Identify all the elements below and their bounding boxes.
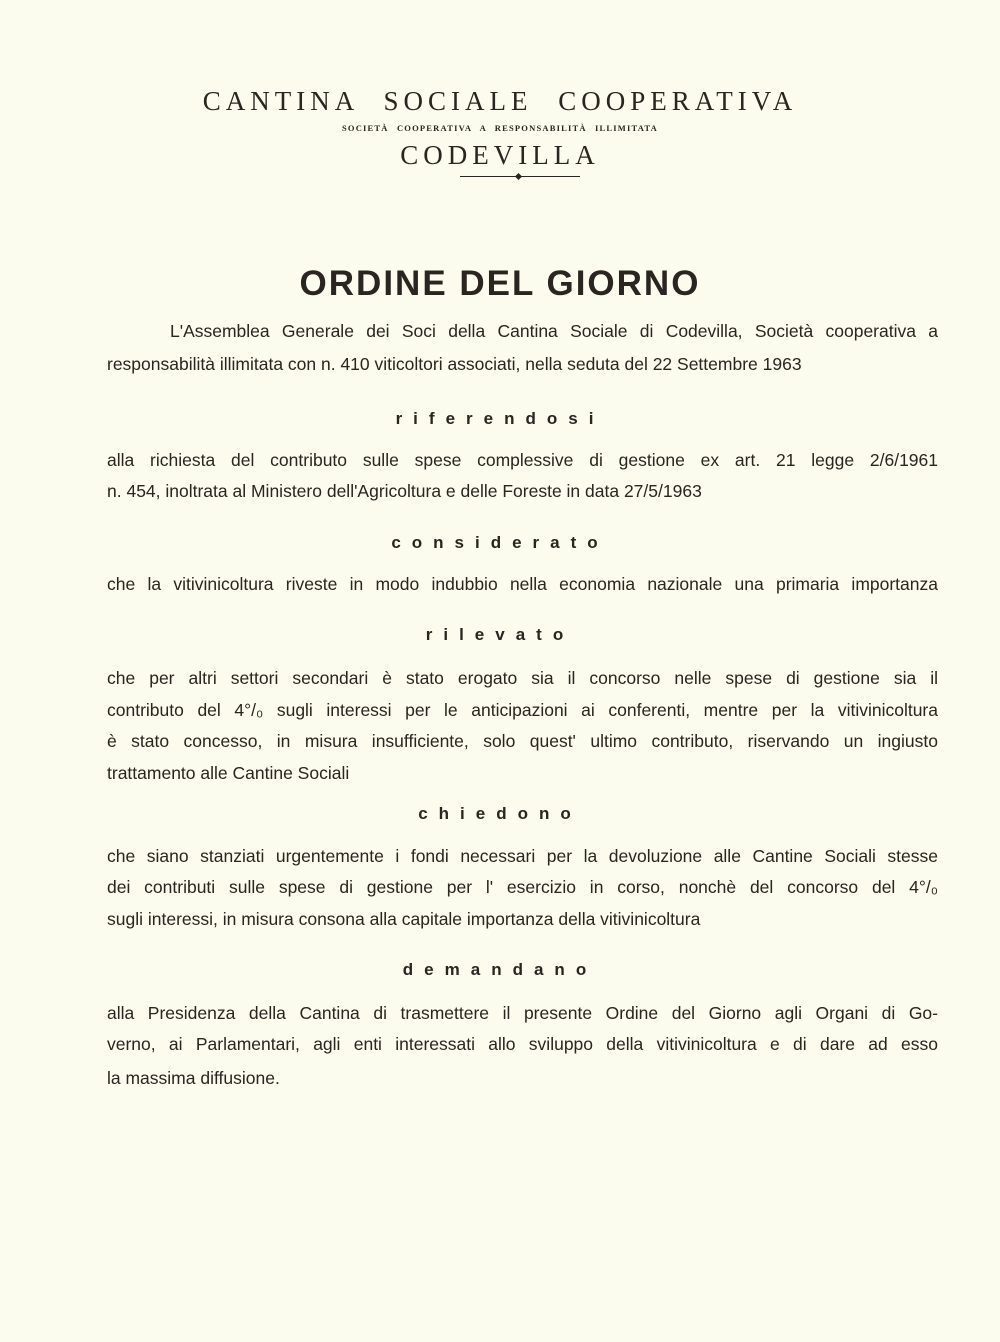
section-keyword: riferendosi	[395, 409, 605, 428]
text-line: responsabilità illimitata con n. 410 viticoltori associati, nella seduta del 22 Settembre 1963	[107, 354, 802, 374]
letterhead-name: CANTINA SOCIALE COOPERATIVA	[202, 86, 798, 116]
text-line: n. 454, inoltrata al Ministero dell'Agricoltura e delle Foreste in data 27/5/1963	[107, 481, 702, 501]
text-line: che per altri settori secondari è stato erogato sia il concorso nelle spese di gestione sia il	[107, 668, 938, 688]
letterhead-place: CODEVILLA	[400, 140, 600, 170]
text-line: dei contributi sulle spese di gestione per l' esercizio in corso, nonchè del concorso del 4°/₀	[107, 877, 938, 897]
letterhead-subtitle: SOCIETÀ COOPERATIVA A RESPONSABILITÀ ILLIMITATA	[341, 123, 659, 133]
text-line: che siano stanziati urgentemente i fondi necessari per la devoluzione alle Cantine Sociali stesse	[107, 846, 938, 866]
section-keyword: chiedono	[418, 804, 582, 823]
text-line: sugli interessi, in misura consona alla capitale importanza della vitivinicoltura	[107, 909, 701, 929]
text-line: che la vitivinicoltura riveste in modo indubbio nella economia nazionale una primaria importanza	[107, 574, 938, 594]
text-line: alla richiesta del contributo sulle spese complessive di gestione ex art. 21 legge 2/6/1961	[107, 450, 938, 470]
section-keyword: rilevato	[425, 625, 575, 644]
text-line: trattamento alle Cantine Sociali	[107, 763, 350, 783]
text-line: contributo del 4°/₀ sugli interessi per le anticipazioni ai conferenti, mentre per la vitivinicoltura	[107, 700, 938, 720]
section-keyword: demandano	[402, 960, 598, 979]
text-line: è stato concesso, in misura insufficiente, solo quest' ultimo contributo, riservando un ingiusto	[107, 731, 938, 751]
ornamental-divider	[460, 176, 580, 177]
text-line: la massima diffusione.	[107, 1068, 280, 1088]
text-line: L'Assemblea Generale dei Soci della Cantina Sociale di Codevilla, Società cooperativa a	[170, 321, 938, 341]
text-line: verno, ai Parlamentari, agli enti interessati allo sviluppo della vitivinicoltura e di dare ad esso	[107, 1034, 938, 1054]
section-keyword: considerato	[391, 533, 609, 552]
text-line: alla Presidenza della Cantina di trasmettere il presente Ordine del Giorno agli Organi di Go-	[107, 1003, 938, 1023]
document-title: ORDINE DEL GIORNO	[299, 264, 701, 303]
